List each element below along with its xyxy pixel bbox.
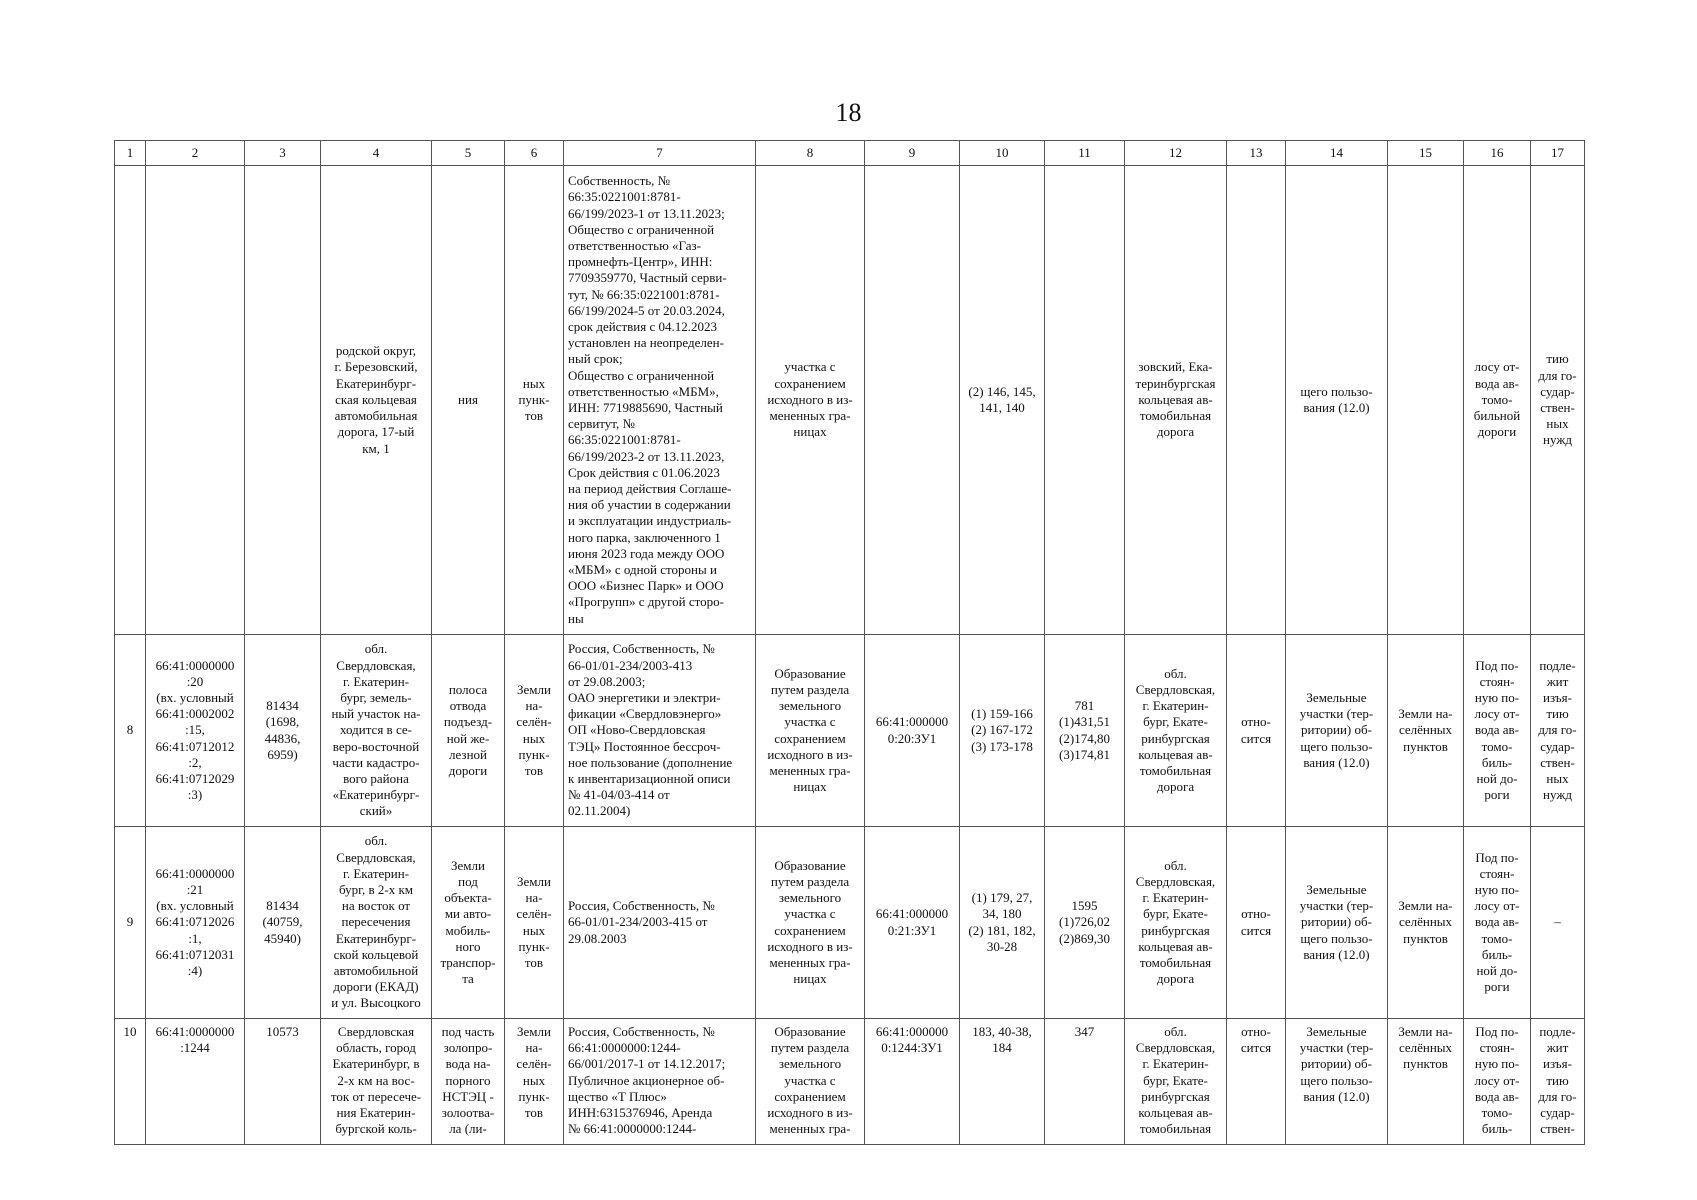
seizure-cell: подле- жит изъя- тию для го- судар- ствен-: [1531, 1019, 1585, 1145]
new-address-cell: зовский, Ека- теринбургская кольцевая ав- томобильная дорога: [1125, 166, 1227, 635]
cadastral-number-cell: [146, 166, 245, 635]
address-cell: обл. Свердловская, г. Екатерин- бург, в 2-х км на восток от пересечения Екатеринбург- ской кольцевой автомобильной дороги (ЕКАД) и ул. Высоцкого: [321, 827, 432, 1019]
rights-holders-cell: Собственность, № 66:35:0221001:8781- 66/199/2023-1 от 13.11.2023; Общество с ограниченной ответственностью «Газ- промнефть-Центр», ИНН: 7709359770, Частный серви- тут, № 66:35:0221001:8781- 66/199/2024-5 от 20.03.2024, срок действия с 04.12.2023 установлен на неопределен- ный срок; Общество с ограниченной ответственностью «МБМ», ИНН: 7719885690, Частный сервитут, № 66:35:0221001:8781- 66/199/2023-2 от 13.11.2023, Срок действия с 01.06.2023 на период действия Соглаше- ния об участии в содержании и эксплуатации индустриаль- ного парка, заключенного 1 июня 2023 года между ООО «МБМ» с одной стороны и ООО «Бизнес Парк» и ООО «Прогрупп» с другой сторо- ны: [564, 166, 756, 635]
new-land-category-cell: [1388, 166, 1464, 635]
new-address-cell: обл. Свердловская, г. Екатерин- бург, Екате- ринбургская кольцевая ав- томобильная: [1125, 1019, 1227, 1145]
rights-holders-cell: Россия, Собственность, № 66-01/01-234/2003-415 от 29.08.2003: [564, 827, 756, 1019]
table-row: [115, 166, 1585, 635]
address-cell: обл. Свердловская, г. Екатерин- бург, земель- ный участок на- ходится в се- веро-восточной части кадастро- вого района «Екатеринбург- ский»: [321, 635, 432, 827]
use-type-cell: Земельные участки (тер- ритории) об- щего пользо- вания (12.0): [1286, 1019, 1388, 1145]
column-number: 3: [245, 141, 321, 166]
seizure-cell: подле- жит изъя- тию для го- судар- ствен- ных нужд: [1531, 635, 1585, 827]
column-number: 9: [865, 141, 960, 166]
column-number: 4: [321, 141, 432, 166]
column-number: 2: [146, 141, 245, 166]
area-cell: 81434 (1698, 44836, 6959): [245, 635, 321, 827]
cadastral-number-cell: 66:41:0000000 :20 (вх. условный 66:41:0002002 :15, 66:41:0712012 :2, 66:41:0712029 :3): [146, 635, 245, 827]
column-number: 1: [115, 141, 146, 166]
new-area-cell: [1045, 166, 1125, 635]
use-type-cell: щего пользо- вания (12.0): [1286, 166, 1388, 635]
permitted-use-cell: ния: [432, 166, 505, 635]
new-plot-designation-cell: 66:41:000000 0:21:ЗУ1: [865, 827, 960, 1019]
area-cell: 81434 (40759, 45940): [245, 827, 321, 1019]
area-cell: 10573: [245, 1019, 321, 1145]
column-number: 17: [1531, 141, 1585, 166]
boundary-points-cell: 183, 40-38, 184: [960, 1019, 1045, 1145]
use-type-cell: Земельные участки (тер- ритории) об- щего пользо- вания (12.0): [1286, 827, 1388, 1019]
purpose-cell: Под по- стоян- ную по- лосу от- вода ав- томо- биль- ной до- роги: [1464, 827, 1531, 1019]
column-number: 13: [1227, 141, 1286, 166]
public-use-cell: отно- сится: [1227, 827, 1286, 1019]
public-use-cell: отно- сится: [1227, 635, 1286, 827]
seizure-cell: –: [1531, 827, 1585, 1019]
row-number-cell: 9: [115, 827, 146, 1019]
boundary-points-cell: (1) 179, 27, 34, 180 (2) 181, 182, 30-28: [960, 827, 1045, 1019]
rights-holders-cell: Россия, Собственность, № 66:41:0000000:1244- 66/001/2017-1 от 14.12.2017; Публичное акционерное об- щество «Т Плюс» ИНН:6315376946, Аренда № 66:41:0000000:1244-: [564, 1019, 756, 1145]
land-category-cell: ных пунк- тов: [505, 166, 564, 635]
cadastral-number-cell: 66:41:0000000 :21 (вх. условный 66:41:0712026 :1, 66:41:0712031 :4): [146, 827, 245, 1019]
column-number: 16: [1464, 141, 1531, 166]
land-category-cell: Земли на- селён- ных пунк- тов: [505, 827, 564, 1019]
formation-method-cell: Образование путем раздела земельного участка с сохранением исходного в из- мененных гра-: [756, 1019, 865, 1145]
seizure-cell: тию для го- судар- ствен- ных нужд: [1531, 166, 1585, 635]
column-number: 11: [1045, 141, 1125, 166]
new-land-category-cell: Земли на- селённых пунктов: [1388, 827, 1464, 1019]
land-category-cell: Земли на- селён- ных пунк- тов: [505, 1019, 564, 1145]
new-address-cell: обл. Свердловская, г. Екатерин- бург, Екате- ринбургская кольцевая ав- томобильная дорога: [1125, 635, 1227, 827]
row-number-cell: [115, 166, 146, 635]
boundary-points-cell: (1) 159-166 (2) 167-172 (3) 173-178: [960, 635, 1045, 827]
purpose-cell: Под по- стоян- ную по- лосу от- вода ав- томо- биль-: [1464, 1019, 1531, 1145]
column-number: 15: [1388, 141, 1464, 166]
permitted-use-cell: полоса отвода подъезд- ной же- лезной дороги: [432, 635, 505, 827]
purpose-cell: Под по- стоян- ную по- лосу от- вода ав- томо- биль- ной до- роги: [1464, 635, 1531, 827]
permitted-use-cell: под часть золопро- вода на- порного НСТЭЦ - золоотва- ла (ли-: [432, 1019, 505, 1145]
column-number: 6: [505, 141, 564, 166]
new-area-cell: 781 (1)431,51 (2)174,80 (3)174,81: [1045, 635, 1125, 827]
public-use-cell: [1227, 166, 1286, 635]
permitted-use-cell: Земли под объекта- ми авто- мобиль- ного транспор- та: [432, 827, 505, 1019]
new-address-cell: обл. Свердловская, г. Екатерин- бург, Екате- ринбургская кольцевая ав- томобильная дорога: [1125, 827, 1227, 1019]
address-cell: Свердловская область, город Екатеринбург, в 2-х км на вос- ток от пересече- ния Екатерин- бургской коль-: [321, 1019, 432, 1145]
new-plot-designation-cell: 66:41:000000 0:1244:ЗУ1: [865, 1019, 960, 1145]
column-number: 7: [564, 141, 756, 166]
rights-holders-cell: Россия, Собственность, № 66-01/01-234/2003-413 от 29.08.2003; ОАО энергетики и электри- фикации «Свердловэнерго» ОП «Ново-Свердловская ТЭЦ» Постоянное бессроч- ное пользование (дополнение к инвентаризационной описи № 41-04/03-414 от 02.11.2004): [564, 635, 756, 827]
public-use-cell: отно- сится: [1227, 1019, 1286, 1145]
row-number-cell: 8: [115, 635, 146, 827]
row-number-cell: 10: [115, 1019, 146, 1145]
purpose-cell: лосу от- вода ав- томо- бильной дороги: [1464, 166, 1531, 635]
area-cell: [245, 166, 321, 635]
formation-method-cell: участка с сохранением исходного в из- мененных гра- ницах: [756, 166, 865, 635]
formation-method-cell: Образование путем раздела земельного участка с сохранением исходного в из- мененных гра- ницах: [756, 827, 865, 1019]
column-number-row: [115, 141, 1585, 166]
table-row: [115, 1019, 1585, 1145]
land-plots-table: [114, 140, 1585, 1145]
new-area-cell: 347: [1045, 1019, 1125, 1145]
new-land-category-cell: Земли на- селённых пунктов: [1388, 1019, 1464, 1145]
new-plot-designation-cell: 66:41:000000 0:20:ЗУ1: [865, 635, 960, 827]
address-cell: родской округ, г. Березовский, Екатеринбург- ская кольцевая автомобильная дорога, 17-ый км, 1: [321, 166, 432, 635]
formation-method-cell: Образование путем раздела земельного участка с сохранением исходного в из- мененных гра- ницах: [756, 635, 865, 827]
column-number: 10: [960, 141, 1045, 166]
cadastral-number-cell: 66:41:0000000 :1244: [146, 1019, 245, 1145]
new-land-category-cell: Земли на- селённых пунктов: [1388, 635, 1464, 827]
column-number: 12: [1125, 141, 1227, 166]
table-row: [115, 635, 1585, 827]
column-number: 5: [432, 141, 505, 166]
column-number: 14: [1286, 141, 1388, 166]
new-area-cell: 1595 (1)726,02 (2)869,30: [1045, 827, 1125, 1019]
page-number: 18: [835, 98, 862, 127]
column-number: 8: [756, 141, 865, 166]
land-category-cell: Земли на- селён- ных пунк- тов: [505, 635, 564, 827]
table-row: [115, 827, 1585, 1019]
new-plot-designation-cell: [865, 166, 960, 635]
boundary-points-cell: (2) 146, 145, 141, 140: [960, 166, 1045, 635]
use-type-cell: Земельные участки (тер- ритории) об- щего пользо- вания (12.0): [1286, 635, 1388, 827]
